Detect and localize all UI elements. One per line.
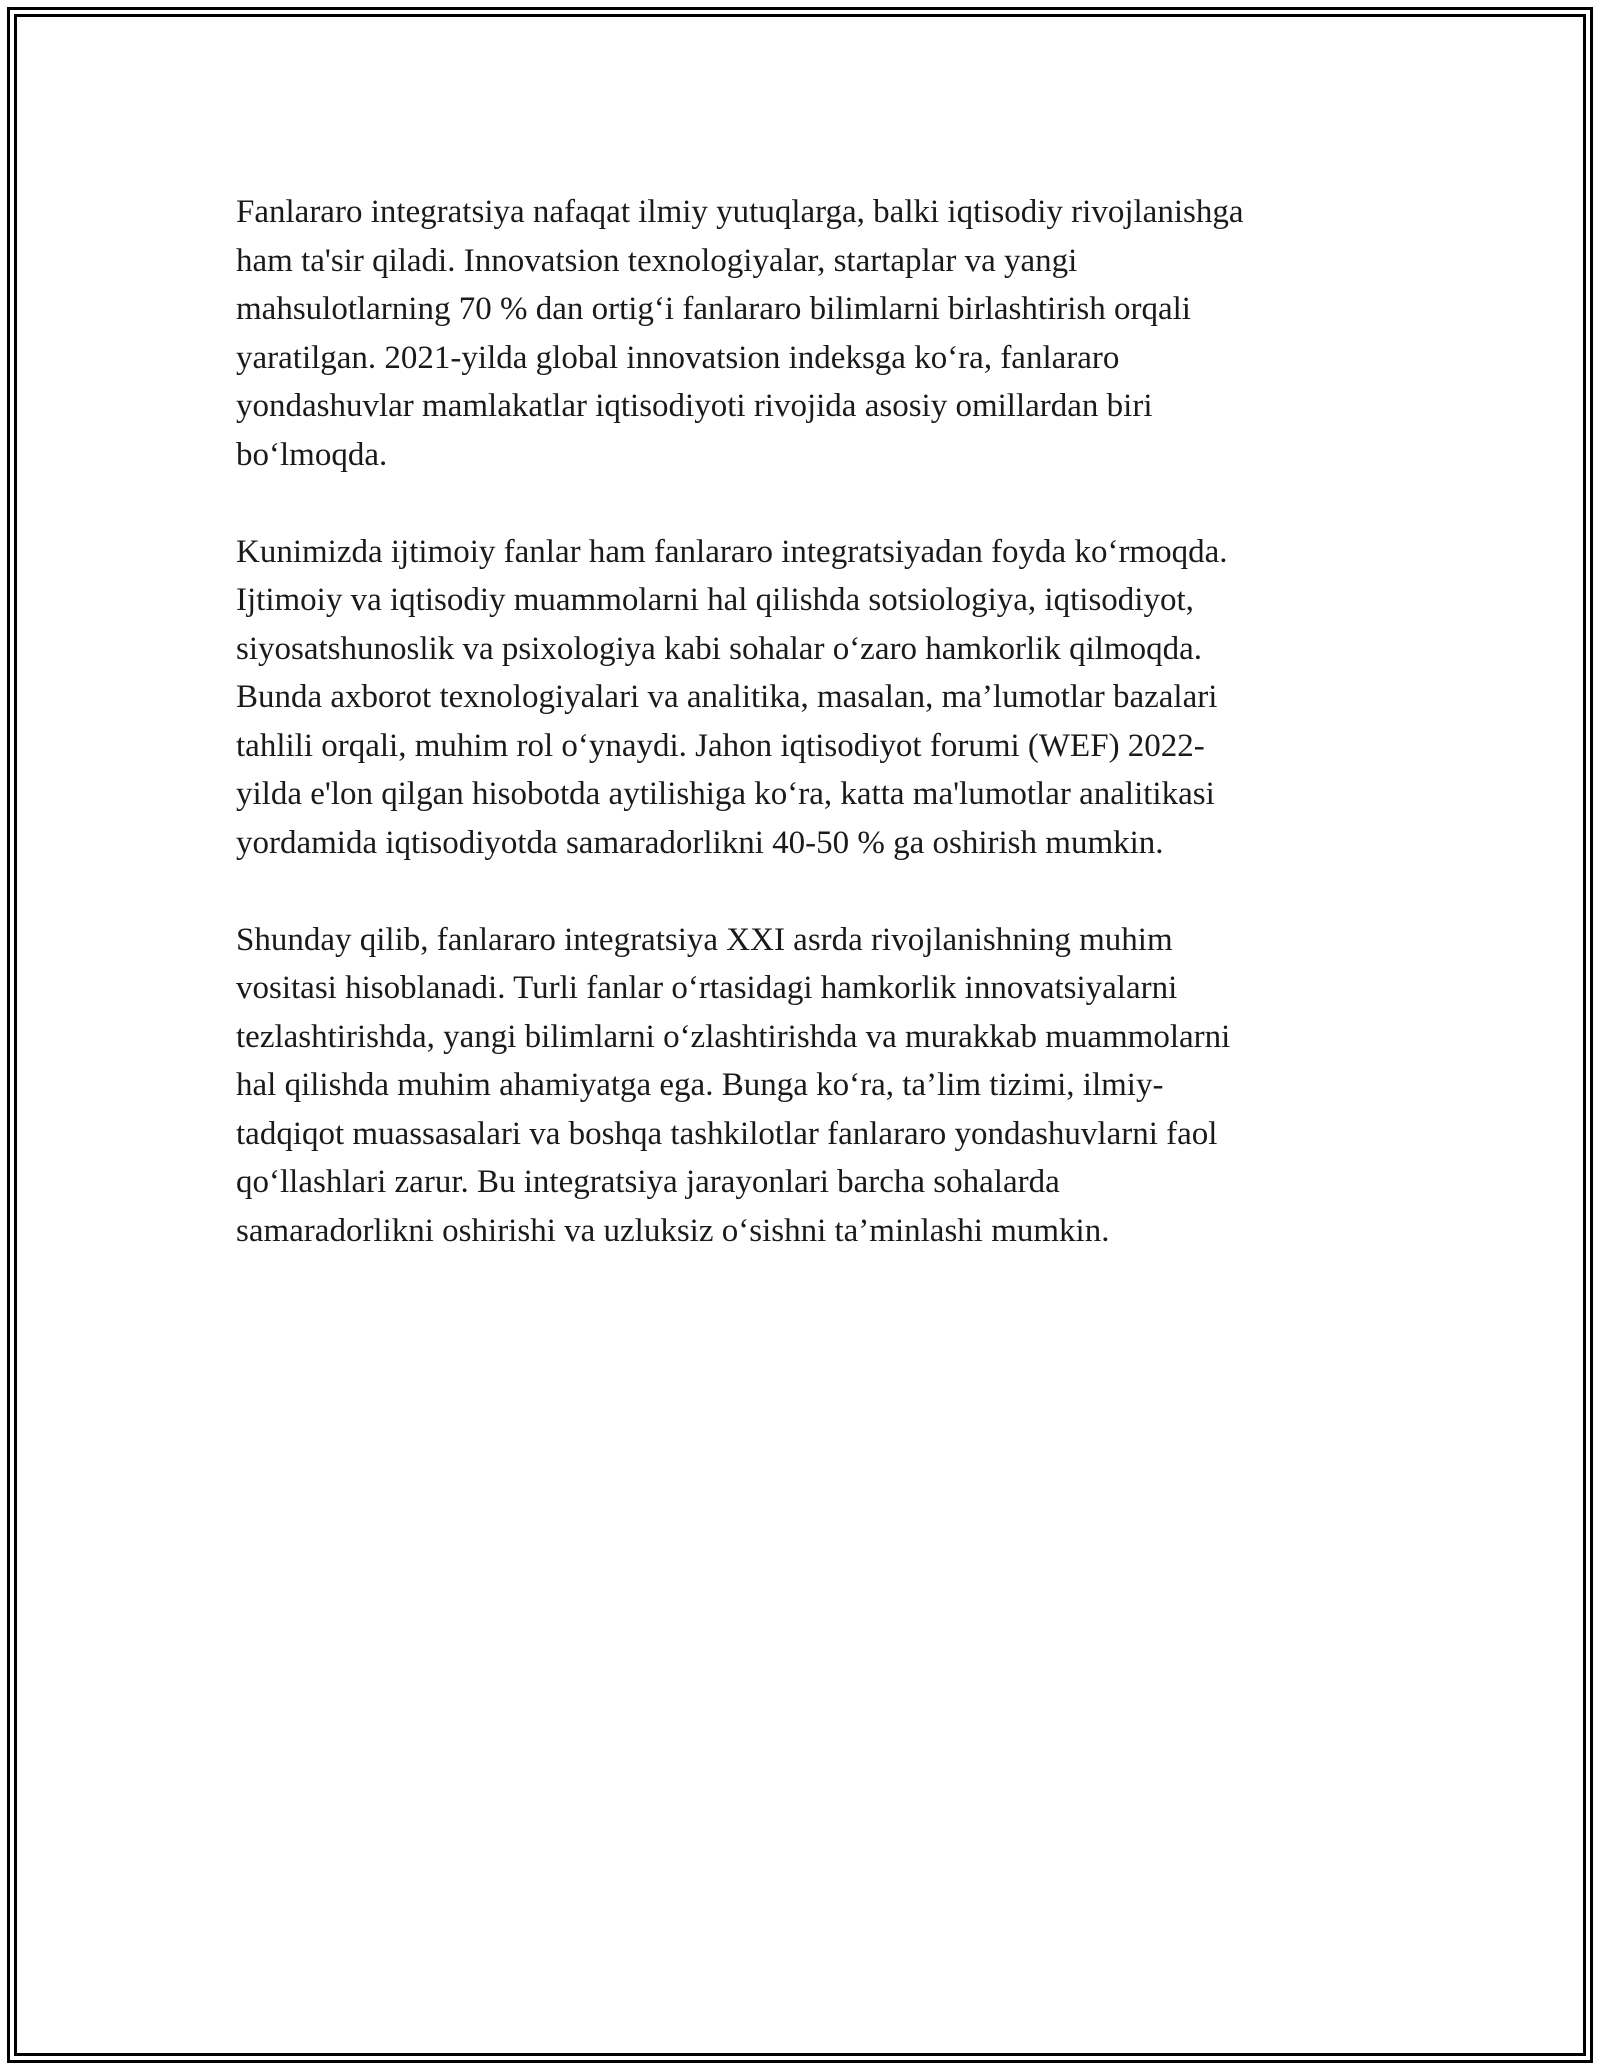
document-body bbox=[236, 188, 1386, 1304]
paragraph-economic-impact: Fanlararo integratsiya nafaqat ilmiy yutuqlarga, balki iqtisodiy rivojlanishga ham ta'sir qiladi. Innovatsion texnologiyalar, startaplar va yangi mahsulotlarning 70 % dan ortig‘i fanlararo bilimlarni birlashtirish orqali yaratilgan. 2021-yilda global innovatsion indeksga ko‘ra, fanlararo yondashuvlar mamlakatlar iqtisodiyoti rivojida asosiy omillardan biri bo‘lmoqda. bbox=[236, 194, 1244, 473]
paragraph-social-sciences: Kunimizda ijtimoiy fanlar ham fanlararo integratsiyadan foyda ko‘rmoqda. Ijtimoiy va iqtisodiy muammolarni hal qilishda sotsiologiya, iqtisodiyot, siyosatshunoslik va psixologiya kabi sohalar o‘zaro hamkorlik qilmoqda. Bunda axborot texnologiyalari va analitika, masalan, ma’lumotlar bazalari tahlili orqali, muhim rol o‘ynaydi. Jahon iqtisodiyot forumi (WEF) 2022- yilda e'lon qilgan hisobotda aytilishiga ko‘ra, katta ma'lumotlar analitikasi yordamida iqtisodiyotda samaradorlikni 40-50 % ga oshirish mumkin. bbox=[236, 533, 1228, 861]
paragraph-conclusion: Shunday qilib, fanlararo integratsiya XXI asrda rivojlanishning muhim vositasi hisoblanadi. Turli fanlar o‘rtasidagi hamkorlik innovatsiyalarni tezlashtirishda, yangi bilimlarni o‘zlashtirishda va murakkab muammolarni hal qilishda muhim ahamiyatga ega. Bunga ko‘ra, ta’lim tizimi, ilmiy- tadqiqot muassasalari va boshqa tashkilotlar fanlararo yondashuvlarni faol qo‘llashlari zarur. Bu integratsiya jarayonlari barcha sohalarda samaradorlikni oshirishi va uzluksiz o‘sishni ta’minlashi mumkin. bbox=[236, 921, 1231, 1249]
